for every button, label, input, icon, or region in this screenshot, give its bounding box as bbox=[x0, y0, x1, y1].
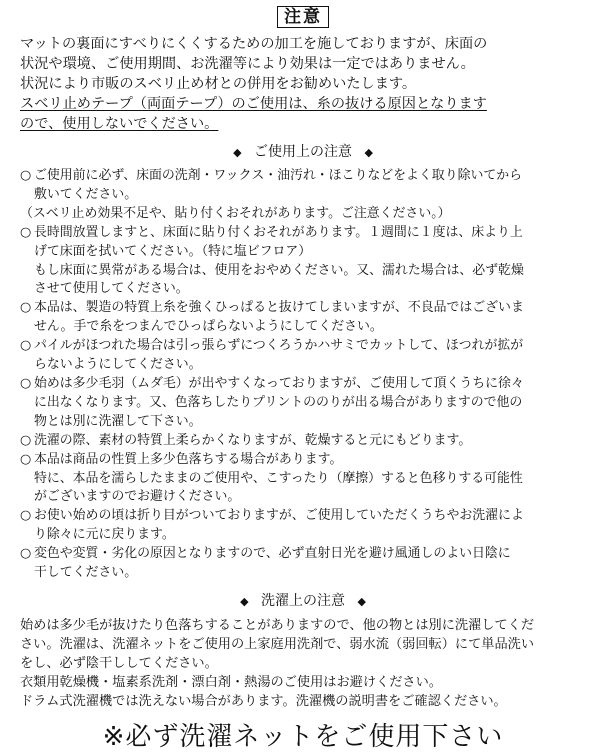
usage-note-line: お使い始めの頃は折り目がついておりますが、ご使用していただくうちやお洗濯によ bbox=[34, 508, 524, 524]
usage-note-line: げて床面を拭いてください。（特に塩ビフロア） bbox=[34, 243, 312, 259]
usage-note-line: がございますのでお避けください。 bbox=[34, 489, 241, 505]
usage-note-item bbox=[20, 224, 586, 300]
wash-note-line: 衣類用乾燥機・塩素系洗剤・漂白剤・熱湯のご使用はお避けください。 bbox=[20, 674, 442, 690]
tape-warning-line: スベリ止めテープ（両面テープ）のご使用は、糸の抜ける原因となります bbox=[20, 96, 487, 112]
wash-note-line: 始めは多少毛が抜けたり色落ちすることがありますので、他の物とは別に洗濯してくだ bbox=[20, 617, 535, 633]
diamond-icon: ◆ bbox=[364, 146, 373, 159]
title-area bbox=[20, 6, 586, 30]
usage-note-item bbox=[20, 432, 586, 451]
circle-bullet-icon: ○ bbox=[20, 432, 32, 448]
usage-note-item bbox=[20, 545, 586, 583]
wash-section-title: 洗濯上の注意 bbox=[261, 592, 345, 609]
diamond-icon: ◆ bbox=[233, 146, 242, 159]
wash-note-line: さい。洗濯は、洗濯ネットをご使用の上家庭用洗剤で、弱水流（弱回転）にて単品洗い bbox=[20, 636, 535, 652]
usage-note-line: 特に、本品を濡らしたままのご使用や、こすったり（摩擦）すると色移りする可能性 bbox=[34, 470, 523, 486]
usage-note-line: らないようにしてください。 bbox=[34, 357, 202, 373]
usage-note-item bbox=[20, 375, 586, 432]
tape-warning-line: ので、使用しないでください。 bbox=[20, 116, 219, 132]
circle-bullet-icon: ○ bbox=[20, 224, 32, 240]
circle-bullet-icon: ○ bbox=[20, 375, 32, 391]
usage-note-line: もし床面に異常がある場合は、使用をおやめください。又、濡れた場合は、必ず乾燥 bbox=[34, 262, 524, 278]
usage-note-item bbox=[20, 299, 586, 337]
diamond-icon: ◆ bbox=[240, 594, 249, 608]
circle-bullet-icon: ○ bbox=[20, 338, 32, 354]
usage-note-item bbox=[20, 337, 586, 375]
usage-note-line: ご使用前に必ず、床面の洗剤・ワックス・油汚れ・ほこりなどをよく取り除いてから bbox=[34, 168, 523, 183]
wash-note-line: ドラム式洗濯機では洗えない場合があります。洗濯機の説明書をご確認ください。 bbox=[20, 693, 507, 709]
wash-net-notice: ※必ず洗濯ネットをご使用下さい bbox=[102, 721, 504, 752]
usage-note-line: パイルがほつれた場合は引っ張らずにつくろうかハサミでカットして、ほつれが拡が bbox=[34, 338, 524, 354]
circle-bullet-icon: ○ bbox=[20, 300, 32, 316]
usage-note-line: 洗濯の際、素材の特質上柔らかくなりますが、乾燥すると元にもどります。 bbox=[34, 432, 472, 448]
usage-note-line: せん。手で糸をつまんでひっぱらないようにしてください。 bbox=[34, 319, 383, 335]
usage-note-line: 本品は商品の性質上多少色落ちする場合があります。 bbox=[34, 451, 343, 467]
circle-bullet-icon: ○ bbox=[20, 451, 32, 467]
usage-note-line: させて使用してください。 bbox=[34, 281, 189, 297]
intro-paragraph bbox=[20, 34, 586, 134]
circle-bullet-icon: ○ bbox=[20, 508, 32, 524]
usage-note-line: り除々に元に戻ります。 bbox=[34, 527, 175, 543]
usage-note-item bbox=[20, 167, 586, 205]
wash-section-heading bbox=[20, 591, 586, 612]
usage-section-title: ご使用上の注意 bbox=[254, 144, 352, 160]
usage-note-item bbox=[20, 451, 586, 508]
usage-note-line: に出なくなります。又、色落ちしたりプリントののりが出る場合がありますので他の bbox=[34, 394, 523, 410]
usage-note-line: 長時間放置しますと、床面に貼り付くおそれがあります。１週間に１度は、床より上 bbox=[34, 224, 523, 240]
usage-section-heading bbox=[20, 142, 586, 163]
wash-note-line: をし、必ず陰干ししてください。 bbox=[20, 655, 218, 671]
usage-note-item bbox=[20, 507, 586, 545]
notice-title: 注意 bbox=[277, 6, 329, 28]
usage-note-line: 始めは多少毛羽（ムダ毛）が出やすくなっておりますが、ご使用して頂くうちに徐々 bbox=[34, 375, 524, 391]
circle-bullet-icon: ○ bbox=[20, 546, 32, 562]
usage-note-aside: （スベリ止め効果不足や、貼り付くおそれがあります。ご注意ください。） bbox=[20, 205, 451, 221]
usage-note-line: 変色や変質・劣化の原因となりますので、必ず直射日光を避け風通しのよい日陰に bbox=[34, 546, 511, 562]
usage-note-line: 敷いてください。 bbox=[34, 186, 138, 202]
usage-note-line: 本品は、製造の特質上糸を強くひっぱると抜けてしまいますが、不良品ではございま bbox=[34, 300, 524, 316]
circle-bullet-icon: ○ bbox=[20, 168, 32, 183]
intro-line: 状況や環境、ご使用期間、お洗濯等により効果は一定ではありません。 bbox=[20, 56, 475, 72]
usage-note-line: 物とは別に洗濯して下さい。 bbox=[34, 413, 202, 429]
usage-notes-list bbox=[20, 167, 586, 583]
intro-line: 状況により市販のスベリ止め材との併用をお勧めいたします。 bbox=[20, 76, 417, 92]
usage-note-line: 干してください。 bbox=[34, 565, 138, 581]
diamond-icon: ◆ bbox=[357, 594, 366, 608]
wash-notes bbox=[20, 616, 586, 711]
intro-line: マットの裏面にすべりにくくするための加工を施しておりますが、床面の bbox=[20, 36, 488, 52]
